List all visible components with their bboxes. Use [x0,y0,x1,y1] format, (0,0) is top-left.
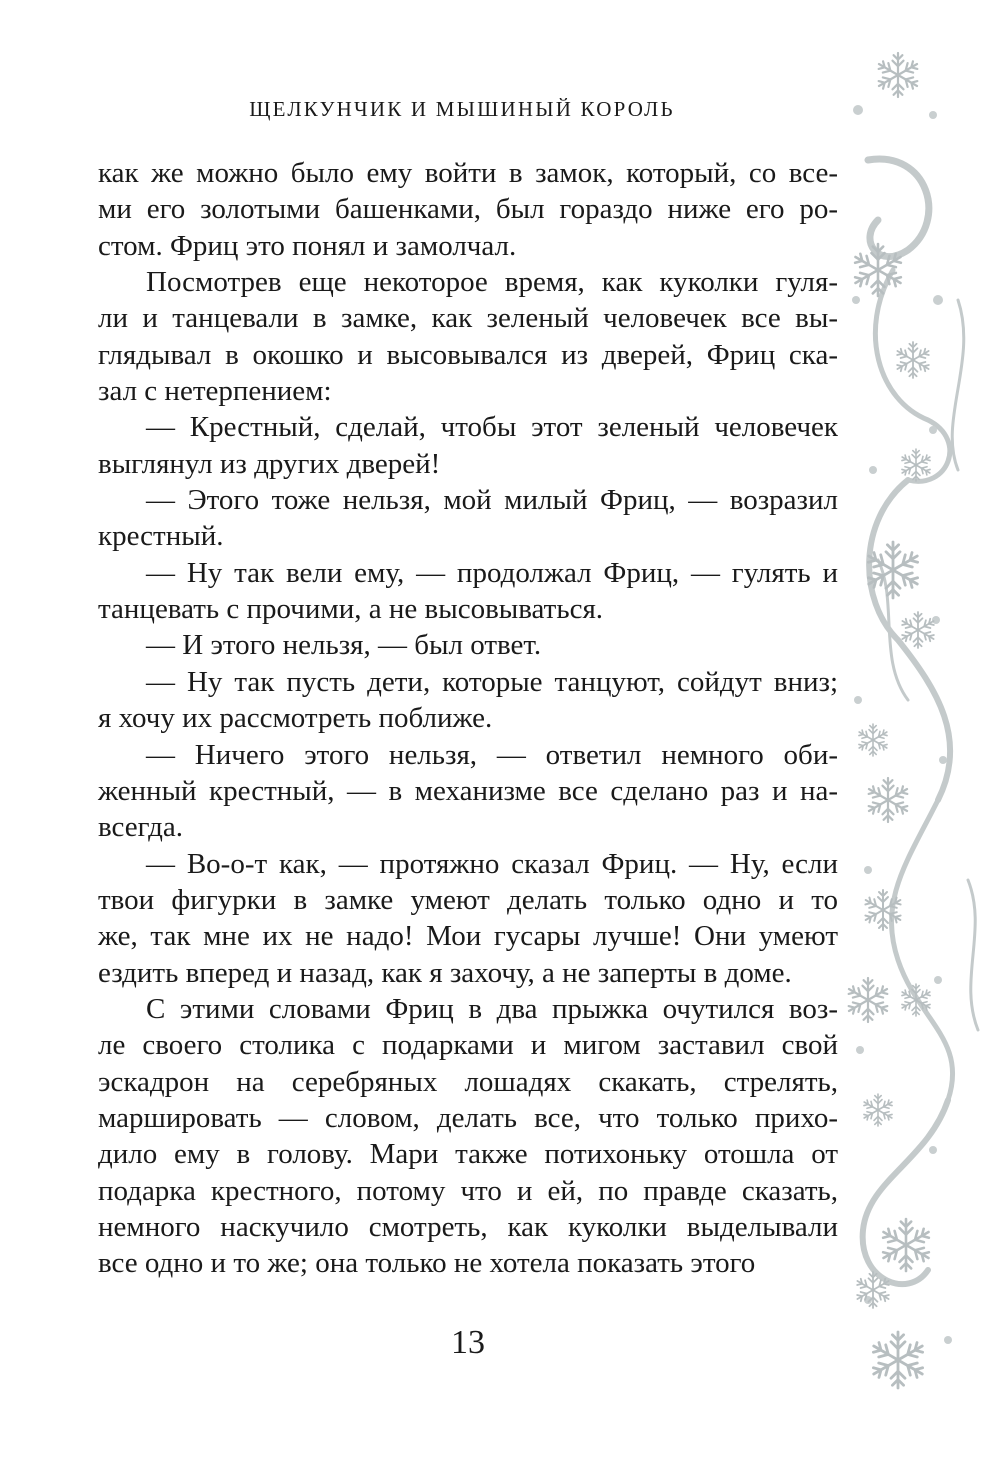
text-line: глядывал в окошко и высовывался из дверей, Фриц ска- [98,338,838,371]
text-line: С этими словами Фриц в два прыжка очутился воз- [146,992,838,1025]
text-line: выглянул из других дверей! [98,447,441,480]
text-line: ездить вперед и назад, как я захочу, а не заперты в доме. [98,956,792,989]
text-line: маршировать — словом, делать все, что только прихо- [98,1101,838,1134]
text-line: — И этого нельзя, — был ответ. [146,629,542,662]
snowflake-swirl-ornament [838,0,1000,1468]
text-line: же, так мне их не надо! Мои гусары лучше! Они умеют [98,920,838,953]
page-body-text [98,155,838,1282]
text-line: эскадрон на серебряных лошадях скакать, стрелять, [98,1065,838,1098]
text-line: подарка крестного, потому что и ей, по правде сказать, [98,1174,838,1207]
page-number: 13 [451,1324,485,1361]
text-line: Посмотрев еще некоторое время, как куколки гуля- [146,266,838,299]
text-line: женный крестный, — в механизме все сделано раз и на- [98,774,838,807]
text-line: все одно и то же; она только не хотела показать этого [98,1247,756,1280]
text-line: дило ему в голову. Мари также потихоньку отошла от [98,1138,838,1171]
text-line: ли и танцевали в замке, как зеленый человечек все вы- [98,302,838,335]
text-line: танцевать с прочими, а не высовываться. [98,593,604,626]
text-line: — Ну так пусть дети, которые танцуют, сойдут вниз; [146,665,838,698]
text-line: ле своего столика с подарками и мигом заставил свой [98,1029,838,1062]
text-line: твои фигурки в замке умеют делать только одно и то [98,883,838,916]
running-head: ЩЕЛКУНЧИК И МЫШИНЫЙ КОРОЛЬ [249,97,675,121]
text-line: — Крестный, сделай, чтобы этот зеленый человечек [146,411,838,444]
text-line: — Ничего этого нельзя, — ответил немного оби- [146,738,838,771]
text-line: я хочу их рассмотреть поближе. [98,702,493,735]
text-line: — Этого тоже нельзя, мой милый Фриц, — возразил [146,484,838,517]
text-line: всегда. [98,811,183,844]
text-line: зал с нетерпением: [98,375,332,408]
text-line: ми его золотыми башенками, был гораздо ниже его ро- [98,193,838,226]
text-line: — Ну так вели ему, — продолжал Фриц, — гулять и [146,556,838,589]
text-line: — Во-о-т как, — протяжно сказал Фриц. — Ну, если [146,847,838,880]
text-line: крестный. [98,520,224,553]
text-line: как же можно было ему войти в замок, который, со все- [98,157,838,189]
text-line: стом. Фриц это понял и замолчал. [98,229,517,262]
text-line: немного наскучило смотреть, как куколки выделывали [98,1210,838,1243]
